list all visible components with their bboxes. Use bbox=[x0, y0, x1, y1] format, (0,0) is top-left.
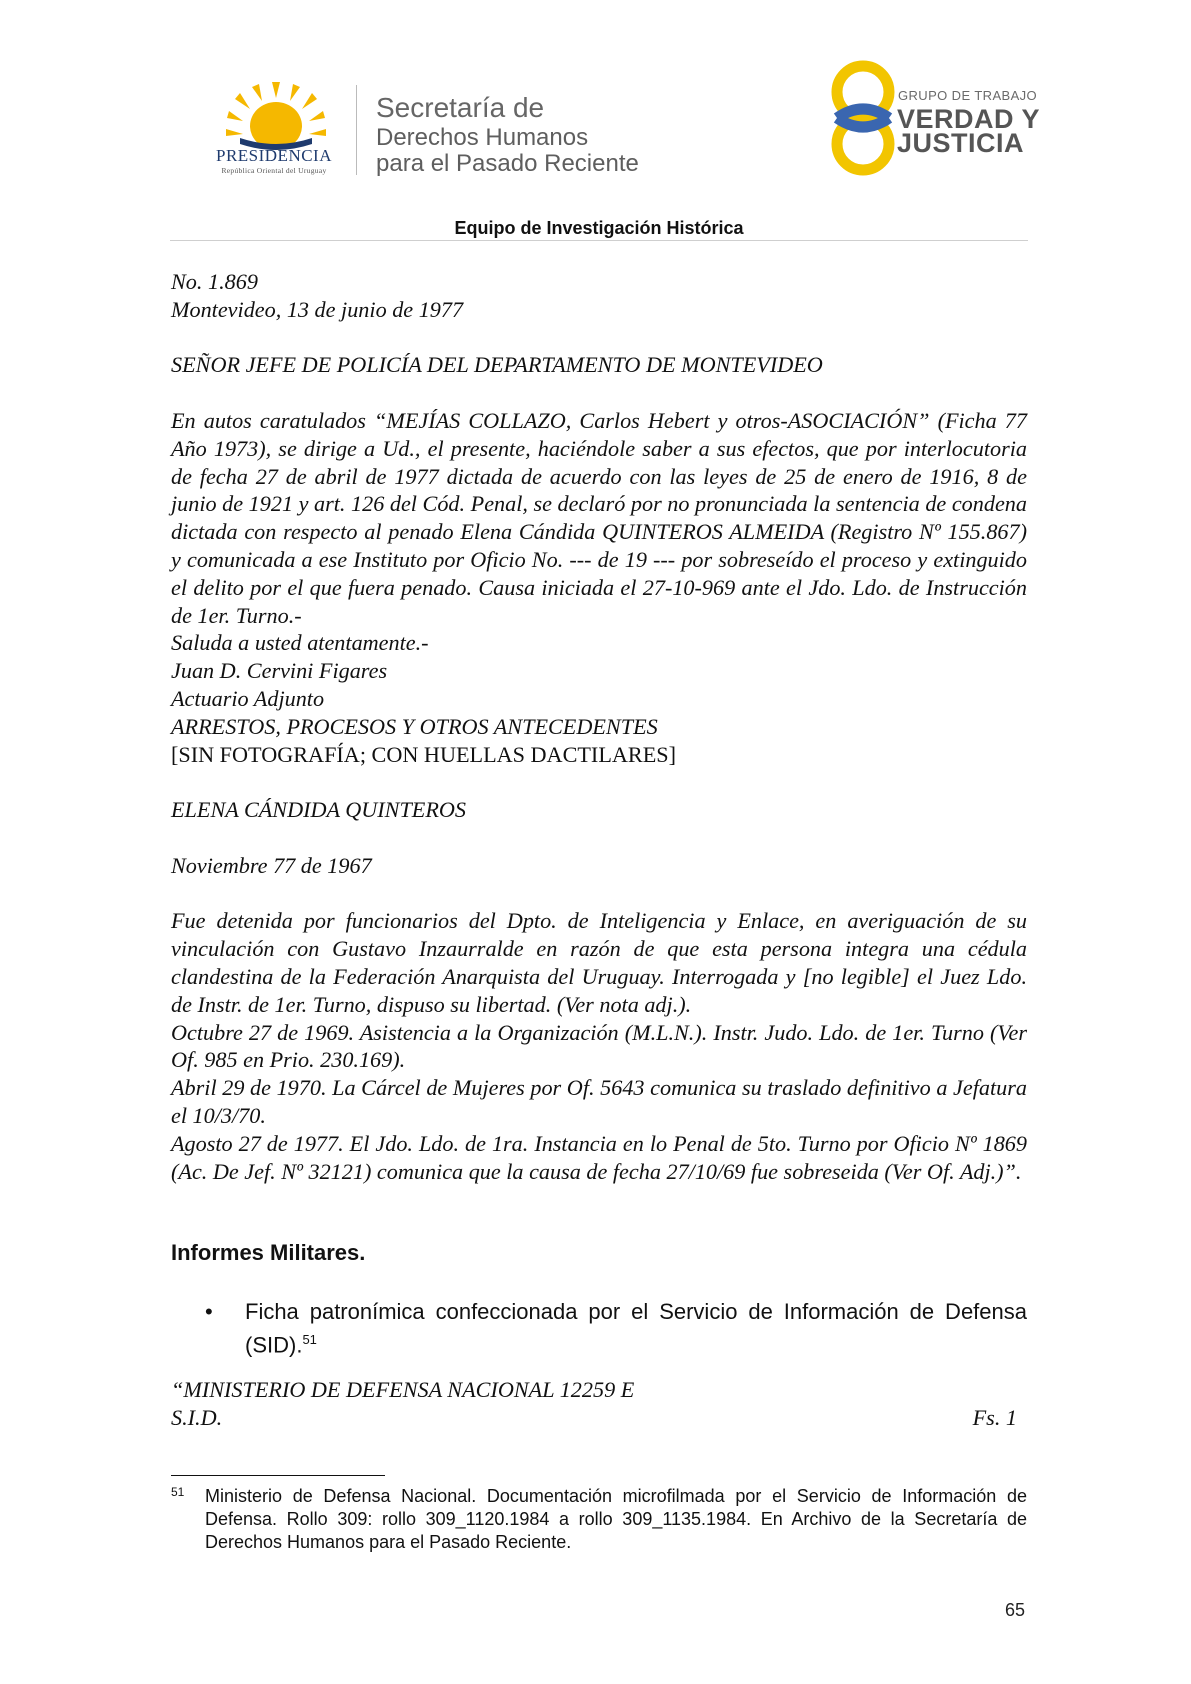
addressee: SEÑOR JEFE DE POLICÍA DEL DEPARTAMENTO DE MONTEVIDEO bbox=[171, 352, 823, 378]
signer-name: Juan D. Cervini Figares bbox=[171, 658, 388, 684]
justicia-label: JUSTICIA bbox=[897, 128, 1025, 158]
secretaria-title-line3: para el Pasado Reciente bbox=[376, 150, 639, 177]
subject-name: ELENA CÁNDIDA QUINTEROS bbox=[171, 797, 467, 823]
ministry-block bbox=[171, 1376, 1027, 1432]
footnote-ref[interactable]: 51 bbox=[302, 1332, 317, 1347]
entry-1970: Abril 29 de 1970. La Cárcel de Mujeres por Of. 5643 comunica su traslado definitivo a Jefatura el 10/3/70. bbox=[171, 1075, 1027, 1128]
bullet-icon: • bbox=[205, 1299, 213, 1324]
secretaria-title-line1: Secretaría de bbox=[376, 92, 545, 123]
team-title: Equipo de Investigación Histórica bbox=[454, 218, 744, 238]
section-heading: Informes Militares. bbox=[171, 1240, 366, 1265]
verdad-justicia-logo-icon bbox=[823, 60, 903, 178]
bracket-note: [SIN FOTOGRAFÍA; CON HUELLAS DACTILARES] bbox=[171, 741, 676, 767]
list-item-text: Ficha patronímica confeccionada por el Servicio de Información de Defensa (SID).$^{51}$ bbox=[245, 1299, 1027, 1358]
presidencia-wordmark: PRESIDENCIA bbox=[215, 146, 332, 165]
document-body bbox=[171, 268, 1027, 1185]
place-date: Montevideo, 13 de junio de 1977 bbox=[171, 296, 464, 322]
footnote-text: Ministerio de Defensa Nacional. Documentación microfilmada por el Servicio de Información de Defensa. Rollo 309: rollo 309_1120.1984 a rollo 309_1135.1984. En Archivo de la Secretaría de Derechos Humanos para el Pasado Reciente. bbox=[205, 1486, 1027, 1552]
secretaria-title-line2: Derechos Humanos bbox=[376, 124, 589, 151]
closing: Saluda a usted atentamente.- bbox=[171, 630, 429, 656]
signer-role: Actuario Adjunto bbox=[171, 685, 325, 711]
date-line: Noviembre 77 de 1967 bbox=[171, 852, 372, 878]
header-rule bbox=[170, 240, 1028, 241]
sid-line: S.I.D. bbox=[171, 1404, 223, 1430]
paragraph-detention: Fue detenida por funcionarios del Dpto. de Inteligencia y Enlace, en averiguación de su vinculación con Gustavo Inzaurralde en razón de que esta persona integra una cédula clandestina de la Federación Anarquista del Uruguay. Interrogada y [no legible] el Juez Ldo. de Instr. de 1er. Turno, dispuso su libertad. (Ver nota adj.). bbox=[171, 908, 1027, 1017]
footnote-number: 51 bbox=[171, 1485, 185, 1499]
presidencia-subtitle: República Oriental del Uruguay bbox=[221, 166, 327, 175]
verdad-label: VERDAD Y bbox=[897, 104, 1041, 134]
page-header bbox=[0, 0, 1191, 240]
section-title: ARRESTOS, PROCESOS Y OTROS ANTECEDENTES bbox=[171, 713, 658, 739]
grupo-label: GRUPO DE TRABAJO bbox=[898, 88, 1038, 103]
document-number: No. 1.869 bbox=[171, 269, 258, 294]
header-divider bbox=[356, 85, 357, 175]
paragraph-oficio: En autos caratulados “MEJÍAS COLLAZO, Carlos Hebert y otros-ASOCIACIÓN” (Ficha 77 Año 1973), se dirige a Ud., el presente, haciéndole saber a sus efectos, que por interlocutoria de fecha 27 de abril de 1977 dictada de acuerdo con las leyes de 25 de enero de 1916, 8 de junio de 1921 y art. 126 del Cód. Penal, se declaró por no pronunciada la sentencia de condena dictada con respecto al penado Elena Cándida QUINTEROS ALMEIDA (Registro Nº 155.867) y comunicada a ese Instituto por Oficio No. --- de 19 --- por sobreseído el proceso y extinguido el delito por el que fuera penado. Causa iniciada el 27-10-969 ante el Jdo. Ldo. de Instrucción de 1er. Turno.- bbox=[171, 407, 1027, 628]
footnote-rule bbox=[171, 1475, 385, 1476]
ministry-line: “MINISTERIO DE DEFENSA NACIONAL 12259 E bbox=[171, 1377, 635, 1402]
folio-label: Fs. 1 bbox=[972, 1404, 1017, 1430]
page-number: 65 bbox=[1005, 1600, 1026, 1620]
entry-1977: Agosto 27 de 1977. El Jdo. Ldo. de 1ra. Instancia en lo Penal de 5to. Turno por Oficio Nº 1869 (Ac. De Jef. Nº 32121) comunica que la causa de fecha 27/10/69 fue sobreseida (Ver Of. Adj.)”. bbox=[171, 1130, 1027, 1184]
entry-1969: Octubre 27 de 1969. Asistencia a la Organización (M.L.N.). Instr. Judo. Ldo. de 1er. Turno (Ver Of. 985 en Prio. 230.169). bbox=[171, 1019, 1027, 1073]
